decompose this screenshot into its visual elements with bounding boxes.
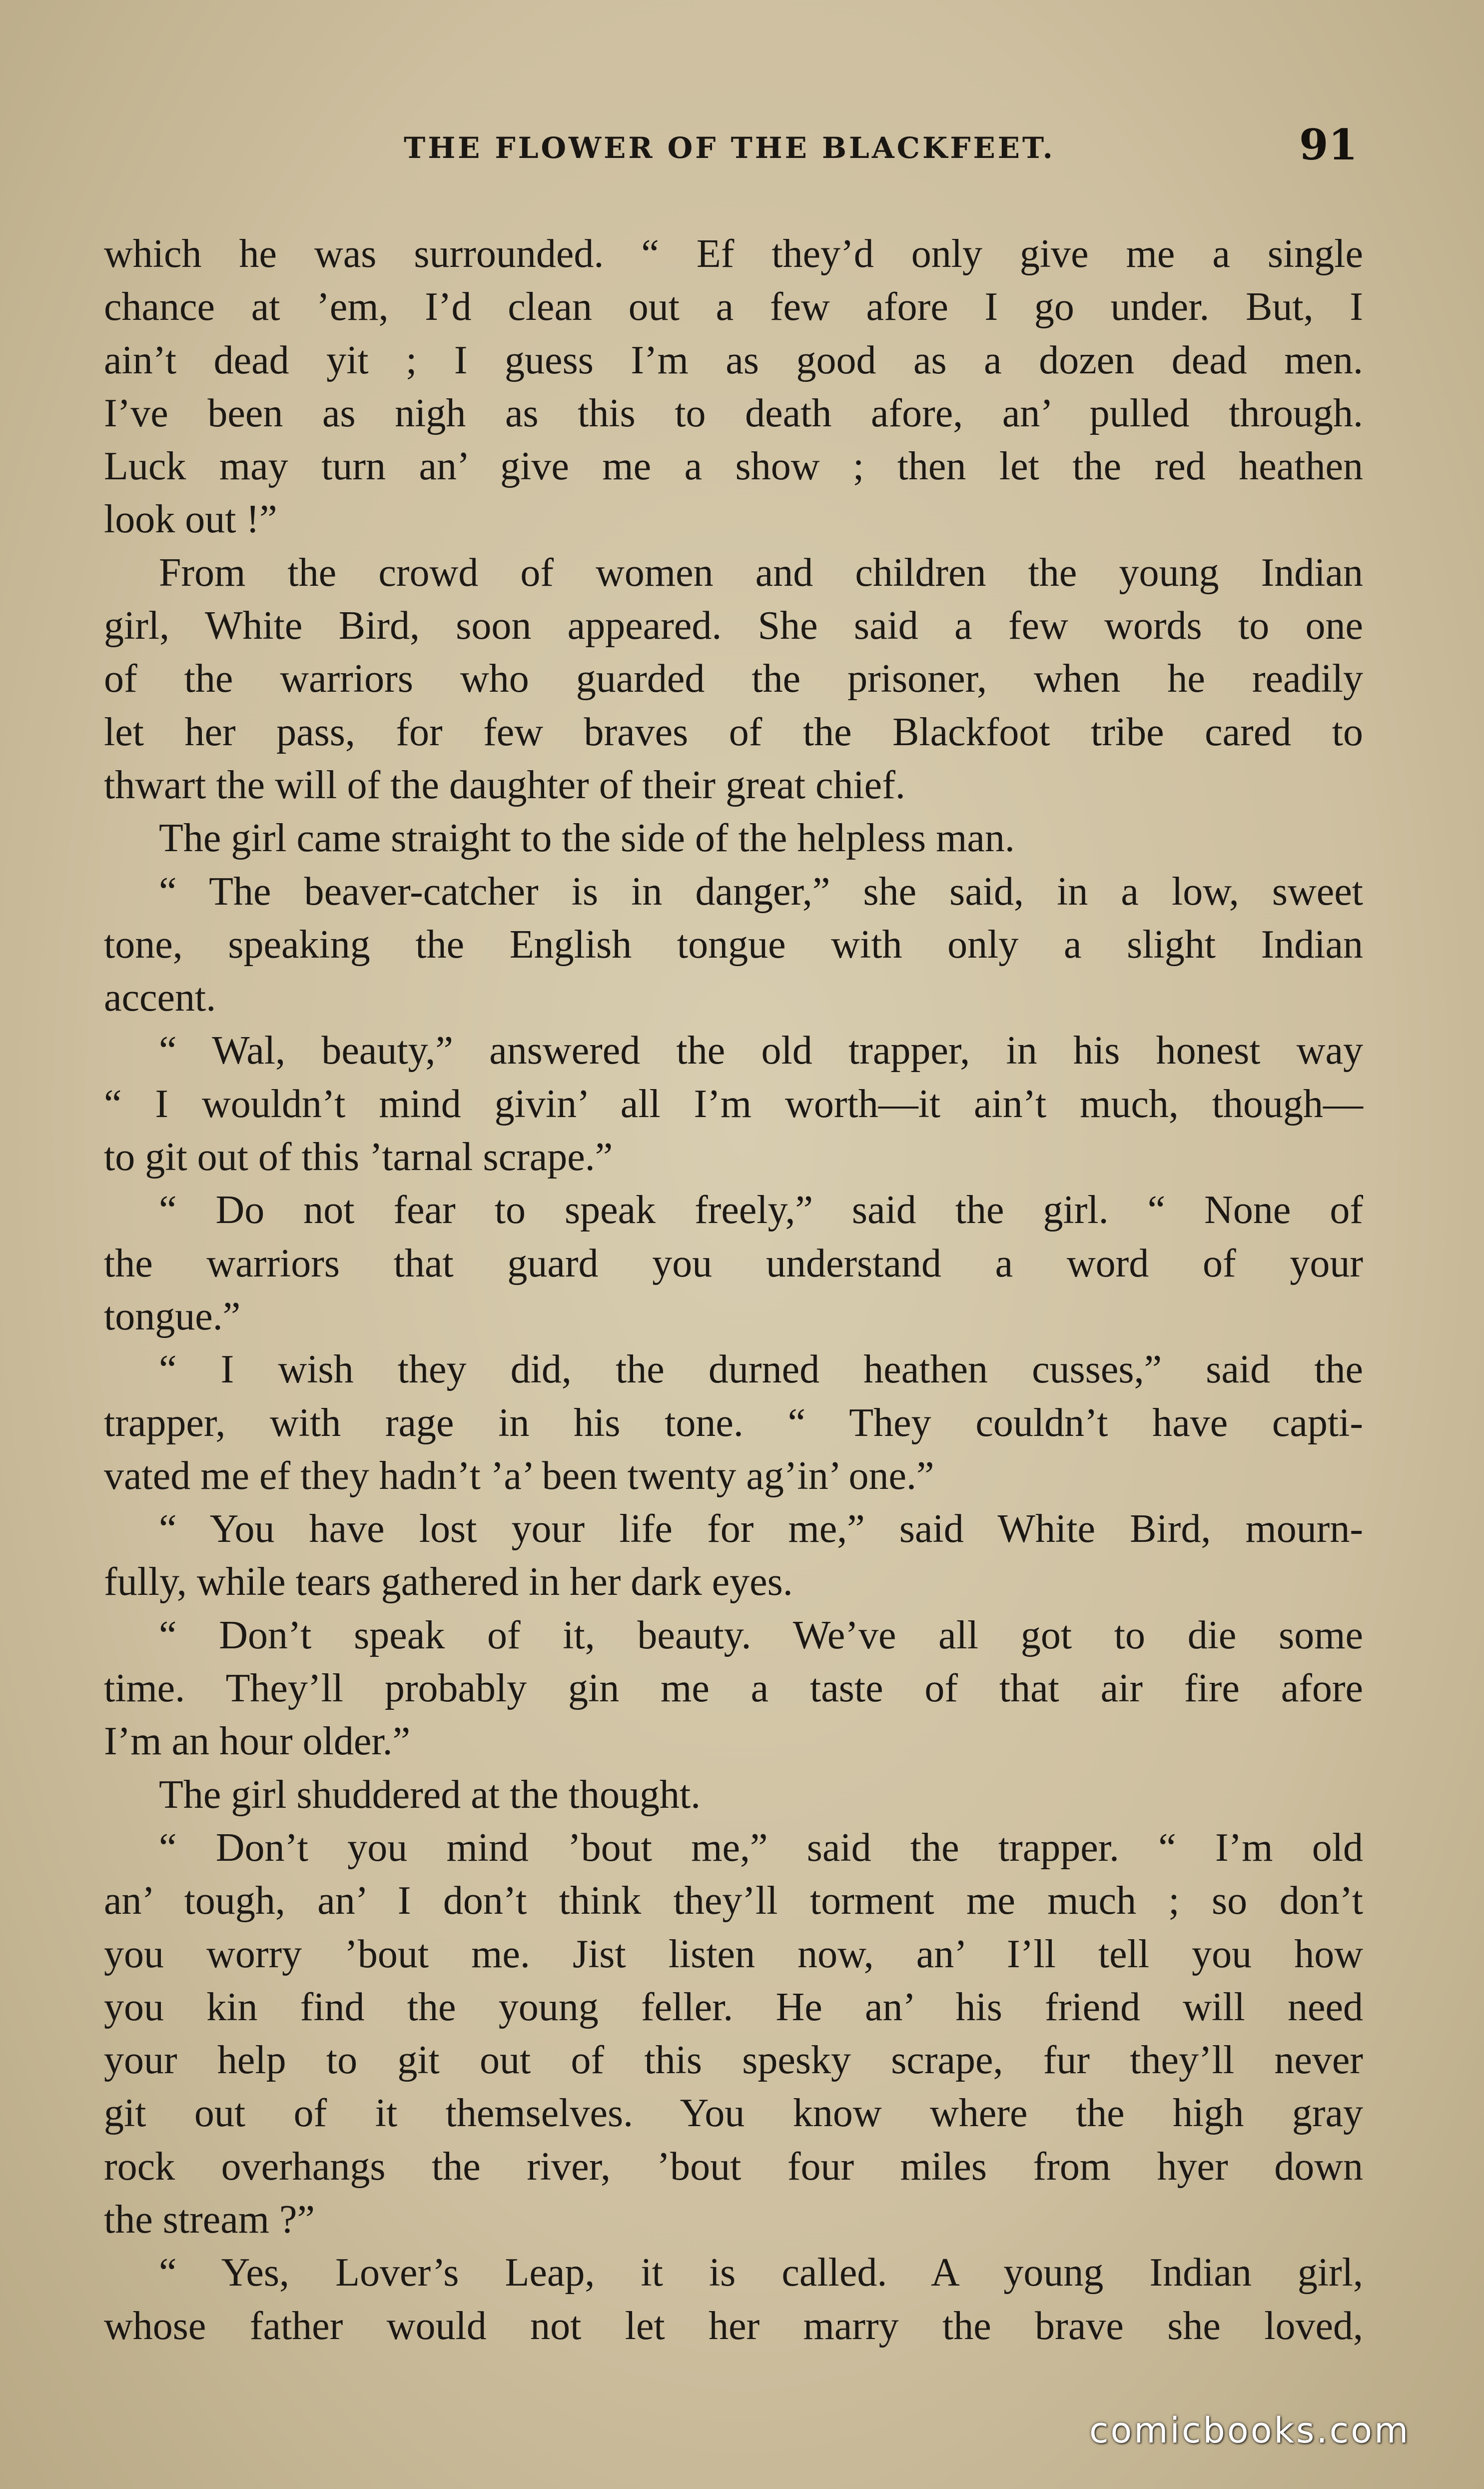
text-line: Luck may turn an’ give me a show ; then let the red heathen bbox=[104, 444, 1363, 489]
body-text bbox=[104, 227, 1363, 2353]
text-line: which he was surrounded. “ Ef they’d only give me a single bbox=[104, 232, 1363, 276]
text-line: tone, speaking the English tongue with only a slight Indian bbox=[104, 922, 1363, 967]
text-line: The girl came straight to the side of the helpless man. bbox=[159, 816, 1015, 861]
text-line: “ The beaver-catcher is in danger,” she said, in a low, sweet bbox=[159, 869, 1363, 914]
text-line: an’ tough, an’ I don’t think they’ll torment me much ; so don’t bbox=[104, 1879, 1363, 1923]
text-line: you kin find the young feller. He an’ his friend will need bbox=[104, 1985, 1363, 2029]
text-line: “ I wouldn’t mind givin’ all I’m worth––it ain’t much, though— bbox=[104, 1082, 1363, 1126]
text-line: time. They’ll probably gin me a taste of that air fire afore bbox=[104, 1666, 1363, 1711]
text-line: let her pass, for few braves of the Blackfoot tribe cared to bbox=[104, 710, 1363, 754]
text-line: you worry ’bout me. Jist listen now, an’ I’ll tell you how bbox=[104, 1932, 1363, 1976]
page-number: 91 bbox=[1299, 120, 1358, 169]
text-line: “ Yes, Lover’s Leap, it is called. A young Indian girl, bbox=[159, 2251, 1363, 2295]
text-line: girl, White Bird, soon appeared. She said a few words to one bbox=[104, 604, 1363, 648]
text-line: your help to git out of this spesky scrape, fur they’ll never bbox=[104, 2038, 1363, 2083]
text-line: thwart the will of the daughter of their great chief. bbox=[104, 763, 905, 807]
running-head-title: THE FLOWER OF THE BLACKFEET. bbox=[404, 131, 1055, 165]
text-line: whose father would not let her marry the brave she loved, bbox=[104, 2304, 1363, 2348]
text-line: “ Don’t you mind ’bout me,” said the trapper. “ I’m old bbox=[159, 1825, 1363, 1870]
text-line: the warriors that guard you understand a word of your bbox=[104, 1241, 1363, 1285]
text-line: ain’t dead yit ; I guess I’m as good as a dozen dead men. bbox=[104, 338, 1363, 382]
text-line: to git out of this ’tarnal scrape.” bbox=[104, 1135, 613, 1180]
text-line: “ You have lost your life for me,” said White Bird, mourn- bbox=[159, 1507, 1363, 1551]
text-line: The girl shuddered at the thought. bbox=[159, 1772, 701, 1817]
text-line: “ Wal, beauty,” answered the old trapper, in his honest way bbox=[159, 1029, 1363, 1073]
text-line: look out !” bbox=[104, 497, 277, 542]
text-line: I’m an hour older.” bbox=[104, 1719, 411, 1764]
text-line: git out of it themselves. You know where the high gray bbox=[104, 2091, 1363, 2136]
text-line: vated me ef they hadn’t ’a’ been twenty ag’in’ one.” bbox=[104, 1453, 934, 1498]
text-line: fully, while tears gathered in her dark eyes. bbox=[104, 1560, 793, 1604]
text-line: trapper, with rage in his tone. “ They couldn’t have capti- bbox=[104, 1400, 1363, 1445]
text-line: “ I wish they did, the durned heathen cusses,” said the bbox=[159, 1347, 1363, 1392]
text-line: “ Do not fear to speak freely,” said the girl. “ None of bbox=[159, 1188, 1363, 1233]
text-line: From the crowd of women and children the young Indian bbox=[159, 550, 1363, 595]
text-line: I’ve been as nigh as this to death afore, an’ pulled through. bbox=[104, 391, 1363, 435]
text-line: rock overhangs the river, ’bout four miles from hyer down bbox=[104, 2144, 1363, 2189]
watermark-logo: comicbooks.com bbox=[1089, 2410, 1411, 2451]
text-line: tongue.” bbox=[104, 1294, 241, 1338]
text-line: of the warriors who guarded the prisoner, when he readily bbox=[104, 657, 1363, 701]
text-line: the stream ?” bbox=[104, 2197, 315, 2242]
text-line: “ Don’t speak of it, beauty. We’ve all got to die some bbox=[159, 1613, 1363, 1657]
text-line: chance at ’em, I’d clean out a few afore I go under. But, I bbox=[104, 285, 1363, 329]
text-line: accent. bbox=[104, 976, 216, 1020]
